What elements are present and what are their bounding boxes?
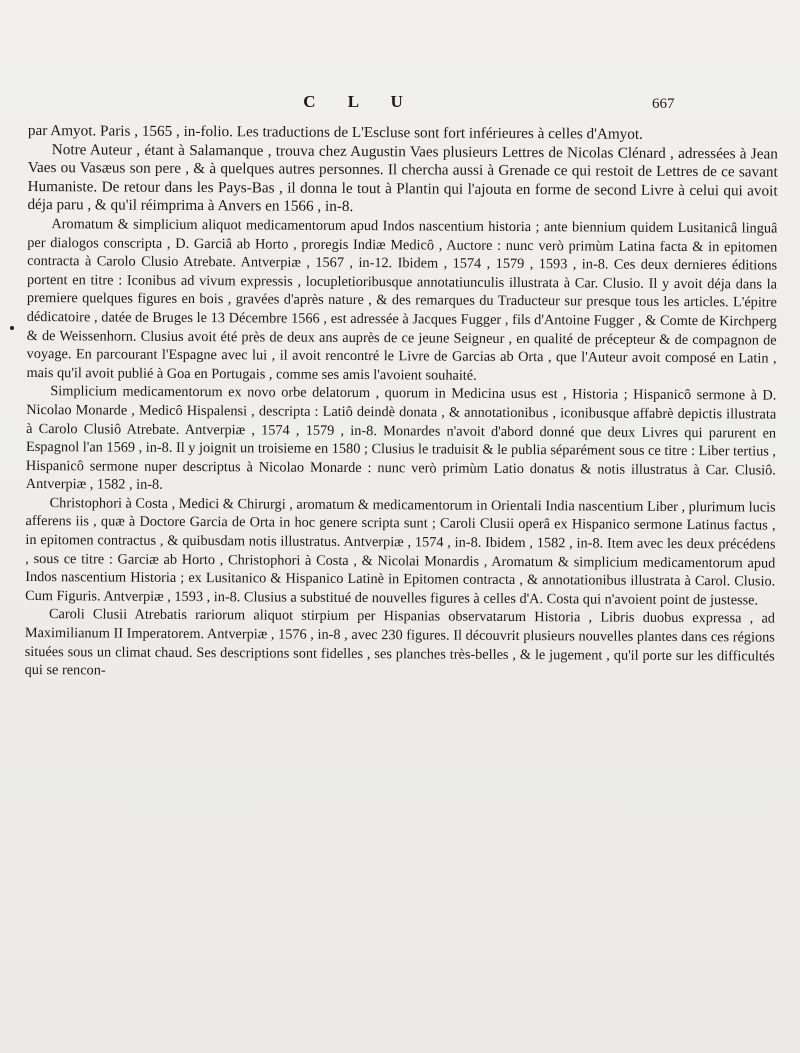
page-number: 667 — [652, 96, 675, 112]
running-head — [0, 92, 800, 116]
body-text — [25, 122, 778, 684]
paragraph-christophori: Christophori à Costa , Medici & Chirurgi , aromatum & medicamentorum in Orientali India nascentium Liber , plurimum lucis afferens iis , quæ à Doctore Garcia de Orta in hoc genere scripta sunt ; Caroli Clusii operâ ex Hispanico sermone Latinus factus , in epitomen contractus , & quibusdam notis illustratus. Antverpiæ , 1574 , in-8. Ibidem , 1582 , in-8. Item avec les deux précédens , sous ce titre : Garciæ ab Horto , Christophori à Costa , & Nicolai Monardis , Aromatum & simplicium medicamentorum apud Indos nascentium Historia ; ex Lusitanico & Hispanico Latinè in Epitomen contracta , & annotationibus illustrata à Carol. Clusio. Cum Figuris. Antverpiæ , 1593 , in-8. Clusius a substitué de nouvelles figures à celles d'A. Costa qui n'avoient point de justesse. — [25, 495, 776, 609]
paragraph-simplicium: Simplicium medicamentorum ex novo orbe delatorum , quorum in Medicina usus est , Historia ; Hispanicô sermone à D. Nicolao Monarde , Medicô Hispalensi , descripta : Latiô deindè donata , & annotationibus , iconibusque affabrè depictis illustrata à Carolo Clusiô Atrebate. Antverpiæ , 1574 , 1579 , in-8. Monardes n'avoit d'abord donné que deux Livres qui parurent en Espagnol l'an 1569 , in-8. Il y joignit un troisieme en 1580 ; Clusius le traduisit & le publia séparément sous ce titre : Liber tertius , Hispanicô sermone nuper descriptus à Nicolao Monarde : nunc verò primùm Latio donatus & notis illustratus à Car. Clusiô. Antverpiæ , 1582 , in-8. — [25, 383, 777, 494]
paragraph-aromatum: Aromatum & simplicium aliquot medicamentorum apud Indos nascentium historia ; ante biennium quidem Lusitanicâ linguâ per dialogos conscripta , D. Garciâ ab Horto , proregis Indiæ Medicô , Auctore : nunc verò primùm Latina facta & in epitomen contracta à Carolo Clusio Atrebate. Antverpiæ , 1567 , in-12. Ibidem , 1574 , 1579 , 1593 , in-8. Ces deux dernieres éditions portent en titre : Iconibus ad vivum expressis , locupletioribusque annotatiunculis illustrata à Car. Clusio. Il y avoit déja dans la premiere quelques figures en bois , gravées d'après nature , & des remarques du Traducteur sur presque tous les articles. L'épitre dédicatoire , datée de Bruges le 13 Décembre 1566 , est adressée à Jacques Fugger , fils d'Antoine Fugger , & Comte de Kirchperg & de Weissenhorn. Clusius avoit été près de deux ans auprès de ce jeune Seigneur , en qualité de précepteur & de compagnon de voyage. En parcourant l'Espagne avec lui , il avoit rencontré le Livre de Garcias ab Orta , que l'Auteur avoit composé en Latin , mais qu'il avoit publié à Goa en Portugais , comme ses amis l'avoient souhaité. — [26, 216, 778, 384]
margin-mark — [10, 326, 14, 330]
paragraph-amyot: par Amyot. Paris , 1565 , in-folio. Les traductions de L'Escluse sont fort inférieures à celles d'Amyot. — [27, 122, 643, 143]
running-title: C L U — [303, 92, 417, 111]
paragraph-author: Notre Auteur , étant à Salamanque , trouva chez Augustin Vaes plusieurs Lettres de Nicolas Clénard , adressées à Jean Vaes ou Vasæus son pere , & à quelques autres personnes. Il chercha aussi à Grenade ce qui restoit de Lettres de ce savant Humaniste. De retour dans les Pays-Bas , il donna le tout à Plantin qui l'ajouta en forme de second Livre à celui qui avoit déja paru , & qu'il réimprima à Anvers en 1566 , in-8. — [27, 140, 778, 216]
paragraph-caroli: Caroli Clusii Atrebatis rariorum aliquot stirpium per Hispanias observatarum Historia , Libris duobus expressa , ad Maximilianum II Imperatorem. Antverpiæ , 1576 , in-8 , avec 230 figures. Il découvrit plusieurs nouvelles plantes dans ces régions situées sous un climat chaud. Ses descriptions sont fidelles , ses planches très-belles , & le jugement , qu'il porte sur les difficultés qui se rencon- — [24, 606, 776, 679]
